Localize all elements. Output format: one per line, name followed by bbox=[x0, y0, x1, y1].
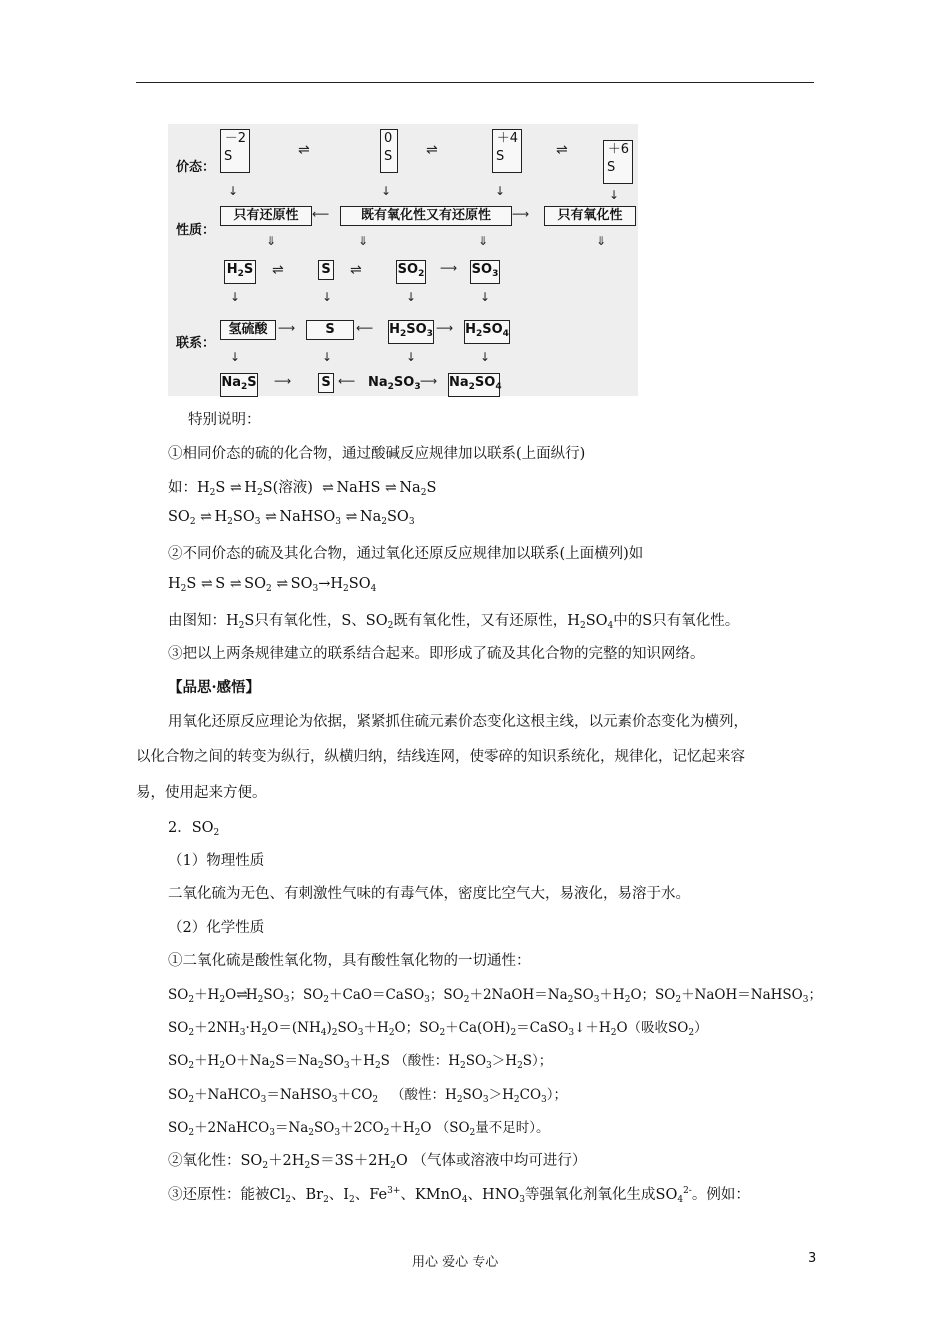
reflection-title: 【品思·感悟】 bbox=[168, 679, 261, 696]
chemical-properties-heading: （2）化学性质 bbox=[168, 920, 265, 936]
na2so3-label: $Na_2SO_3$ bbox=[368, 375, 421, 392]
na2s-box: $Na_2S$ bbox=[220, 373, 258, 397]
left-arrow-icon: ⟵ bbox=[356, 321, 374, 335]
equation-line-4: $SO_2+NaHCO_3=NaHSO_3+CO_2$ （酸性：$H_2SO_3>H_2CO_3$）； bbox=[168, 1087, 568, 1105]
physical-properties-text: 二氧化硫为无色、有刺激性气味的有毒气体，密度比空气大，易液化，易溶于水。 bbox=[168, 886, 690, 902]
right-arrow-icon: ⟶ bbox=[436, 321, 454, 335]
acid-base-chain-2: $SO_2$ ⇌ $H_2SO_3$ ⇌ NaHSO$_3$ ⇌ $Na_2SO_3$ bbox=[168, 509, 415, 527]
right-arrow-icon: ⟶ bbox=[278, 321, 296, 335]
valence-row-label: 价态： bbox=[176, 160, 216, 175]
physical-properties-heading: （1）物理性质 bbox=[168, 853, 265, 869]
so2-box: $SO_2$ bbox=[396, 260, 426, 284]
valence-box-minus2 bbox=[220, 129, 250, 173]
hydrosulfuric-acid-box: 氢硫酸 bbox=[220, 320, 276, 340]
down-arrow-icon: ↓ bbox=[230, 290, 241, 304]
valence-box-plus6 bbox=[603, 140, 633, 184]
down-arrow-icon: ↓ bbox=[480, 290, 491, 304]
s-box: S bbox=[318, 260, 334, 280]
equilibrium-arrow: ⇌ bbox=[298, 142, 308, 158]
element-text: S bbox=[384, 149, 393, 164]
left-arrow-icon: ⟵ bbox=[312, 207, 330, 221]
redox-chain: $H_2S$ ⇌ S ⇌ $SO_2$ ⇌ $SO_3\to H_2SO_4$ bbox=[168, 576, 377, 594]
double-down-arrow-icon: ⇓ bbox=[596, 234, 607, 248]
oxidizing-only-box: 只有氧化性 bbox=[544, 206, 636, 226]
left-arrow-icon: ⟵ bbox=[338, 374, 356, 388]
reducing-only-box: 只有还原性 bbox=[220, 206, 312, 226]
valence-box-plus4 bbox=[492, 129, 522, 173]
equilibrium-arrow: ⇌ bbox=[556, 142, 566, 158]
double-down-arrow-icon: ⇓ bbox=[358, 234, 369, 248]
element-text: S bbox=[224, 149, 233, 164]
note-3: ③把以上两条规律建立的联系结合起来。即形成了硫及其化合物的完整的知识网络。 bbox=[168, 646, 705, 662]
s-box: S bbox=[306, 320, 354, 340]
page-number: 3 bbox=[808, 1251, 817, 1266]
right-arrow-icon: ⟶ bbox=[512, 207, 530, 221]
charge-text: ＋4 bbox=[496, 131, 518, 146]
equation-line-5: $SO_2+2NaHCO_3=Na_2SO_3+2CO_2+H_2O$ （$SO_2$量不足时）。 bbox=[168, 1120, 550, 1138]
connection-row-label: 联系： bbox=[176, 336, 216, 351]
oxidizing-property: ②氧化性：$SO_2+2H_2S=3S+2H_2O$ （气体或溶液中均可进行） bbox=[168, 1153, 587, 1171]
special-note-heading: 特别说明： bbox=[188, 412, 261, 428]
reflection-line-2: 以化合物之间的转变为纵行，纵横归纳，结线连网，使零碎的知识系统化，规律化，记忆起来容 bbox=[136, 749, 745, 765]
h2so3-box: $H_2SO_3$ bbox=[388, 320, 434, 344]
s-box: S bbox=[318, 373, 334, 393]
footer-motto: 用心 爱心 专心 bbox=[412, 1255, 499, 1270]
eg-prefix: 如： bbox=[168, 480, 197, 496]
down-arrow-icon: ↓ bbox=[480, 350, 491, 364]
sulfur-valence-diagram bbox=[168, 124, 638, 396]
equation-line-2: $SO_2+2NH_3\cdot H_2O=(NH_4)_2SO_3+H_2O$；$SO_2+Ca(OH)_2=CaSO_3↓+H_2O$（吸收$SO_2$） bbox=[168, 1020, 708, 1038]
down-arrow-icon: ↓ bbox=[406, 350, 417, 364]
acidic-oxide-statement: ①二氧化硫是酸性氧化物，具有酸性氧化物的一切通性： bbox=[168, 953, 531, 969]
both-properties-box: 既有氧化性又有还原性 bbox=[340, 206, 512, 226]
equation-line-3: $SO_2+H_2O+Na_2S=Na_2SO_3+H_2S$ （酸性：$H_2SO_3>H_2S$）； bbox=[168, 1053, 553, 1071]
equilibrium-arrow: ⇌ bbox=[426, 142, 436, 158]
down-arrow-icon: ↓ bbox=[322, 290, 333, 304]
so3-box: $SO_3$ bbox=[470, 260, 500, 284]
equation-line-1: $SO_2+H_2O\rightleftharpoons H_2SO_3$；$SO_2+CaO=CaSO_3$；$SO_2+2NaOH=Na_2SO_3+H_2O$；$SO_2+NaOH=NaHSO_3$； bbox=[168, 987, 822, 1005]
down-arrow-icon: ↓ bbox=[406, 290, 417, 304]
right-arrow-icon: ⟶ bbox=[420, 374, 438, 388]
down-arrow-icon: ↓ bbox=[228, 184, 239, 198]
note-2: ②不同价态的硫及其化合物，通过氧化还原反应规律加以联系(上面横列)如 bbox=[168, 546, 644, 562]
section-2-heading: 2．$SO_2$ bbox=[168, 820, 220, 838]
double-down-arrow-icon: ⇓ bbox=[266, 234, 277, 248]
down-arrow-icon: ↓ bbox=[381, 184, 392, 198]
h2so4-box: $H_2SO_4$ bbox=[464, 320, 510, 344]
charge-text: －2 bbox=[224, 131, 246, 146]
conclusion: 由图知：$H_2S$只有氧化性，S、$SO_2$既有氧化性，又有还原性，$H_2SO_4$中的S只有氧化性。 bbox=[168, 613, 740, 631]
down-arrow-icon: ↓ bbox=[495, 184, 506, 198]
double-down-arrow-icon: ⇓ bbox=[478, 234, 489, 248]
element-text: S bbox=[496, 149, 505, 164]
charge-text: ＋6 bbox=[607, 142, 629, 157]
reducing-property: ③还原性：能被$Cl_2$、$Br_2$、$I_2$、$Fe^{3+}$、KMnO$_4$、$HNO_3$等强氧化剂氧化生成$SO_4^{2-}$。例如： bbox=[168, 1186, 750, 1205]
reflection-line-1: 用氧化还原反应理论为依据，紧紧抓住硫元素价态变化这根主线，以元素价态变化为横列， bbox=[168, 714, 748, 730]
header-rule bbox=[136, 82, 814, 83]
down-arrow-icon: ↓ bbox=[230, 350, 241, 364]
right-arrow-icon: ⟶ bbox=[274, 374, 292, 388]
charge-text: 0 bbox=[384, 131, 393, 146]
na2so4-box: $Na_2SO_4$ bbox=[448, 373, 500, 397]
down-arrow-icon: ↓ bbox=[609, 188, 620, 202]
acid-base-chain-1: 如：$H_2S$ ⇌ $H_2S$(溶液) ⇌ NaHS ⇌ $Na_2S$ bbox=[168, 480, 437, 498]
right-arrow-icon: ⟶ bbox=[440, 261, 458, 275]
valence-box-zero bbox=[380, 129, 398, 173]
equilibrium-arrow: ⇌ bbox=[272, 262, 282, 278]
h2s-box: $H_2S$ bbox=[224, 260, 256, 284]
equilibrium-arrow: ⇌ bbox=[350, 262, 360, 278]
note-1: ①相同价态的硫的化合物，通过酸碱反应规律加以联系(上面纵行) bbox=[168, 446, 586, 462]
property-row-label: 性质： bbox=[176, 223, 216, 238]
element-text: S bbox=[607, 160, 616, 175]
down-arrow-icon: ↓ bbox=[322, 350, 333, 364]
reflection-line-3: 易，使用起来方便。 bbox=[136, 785, 267, 801]
